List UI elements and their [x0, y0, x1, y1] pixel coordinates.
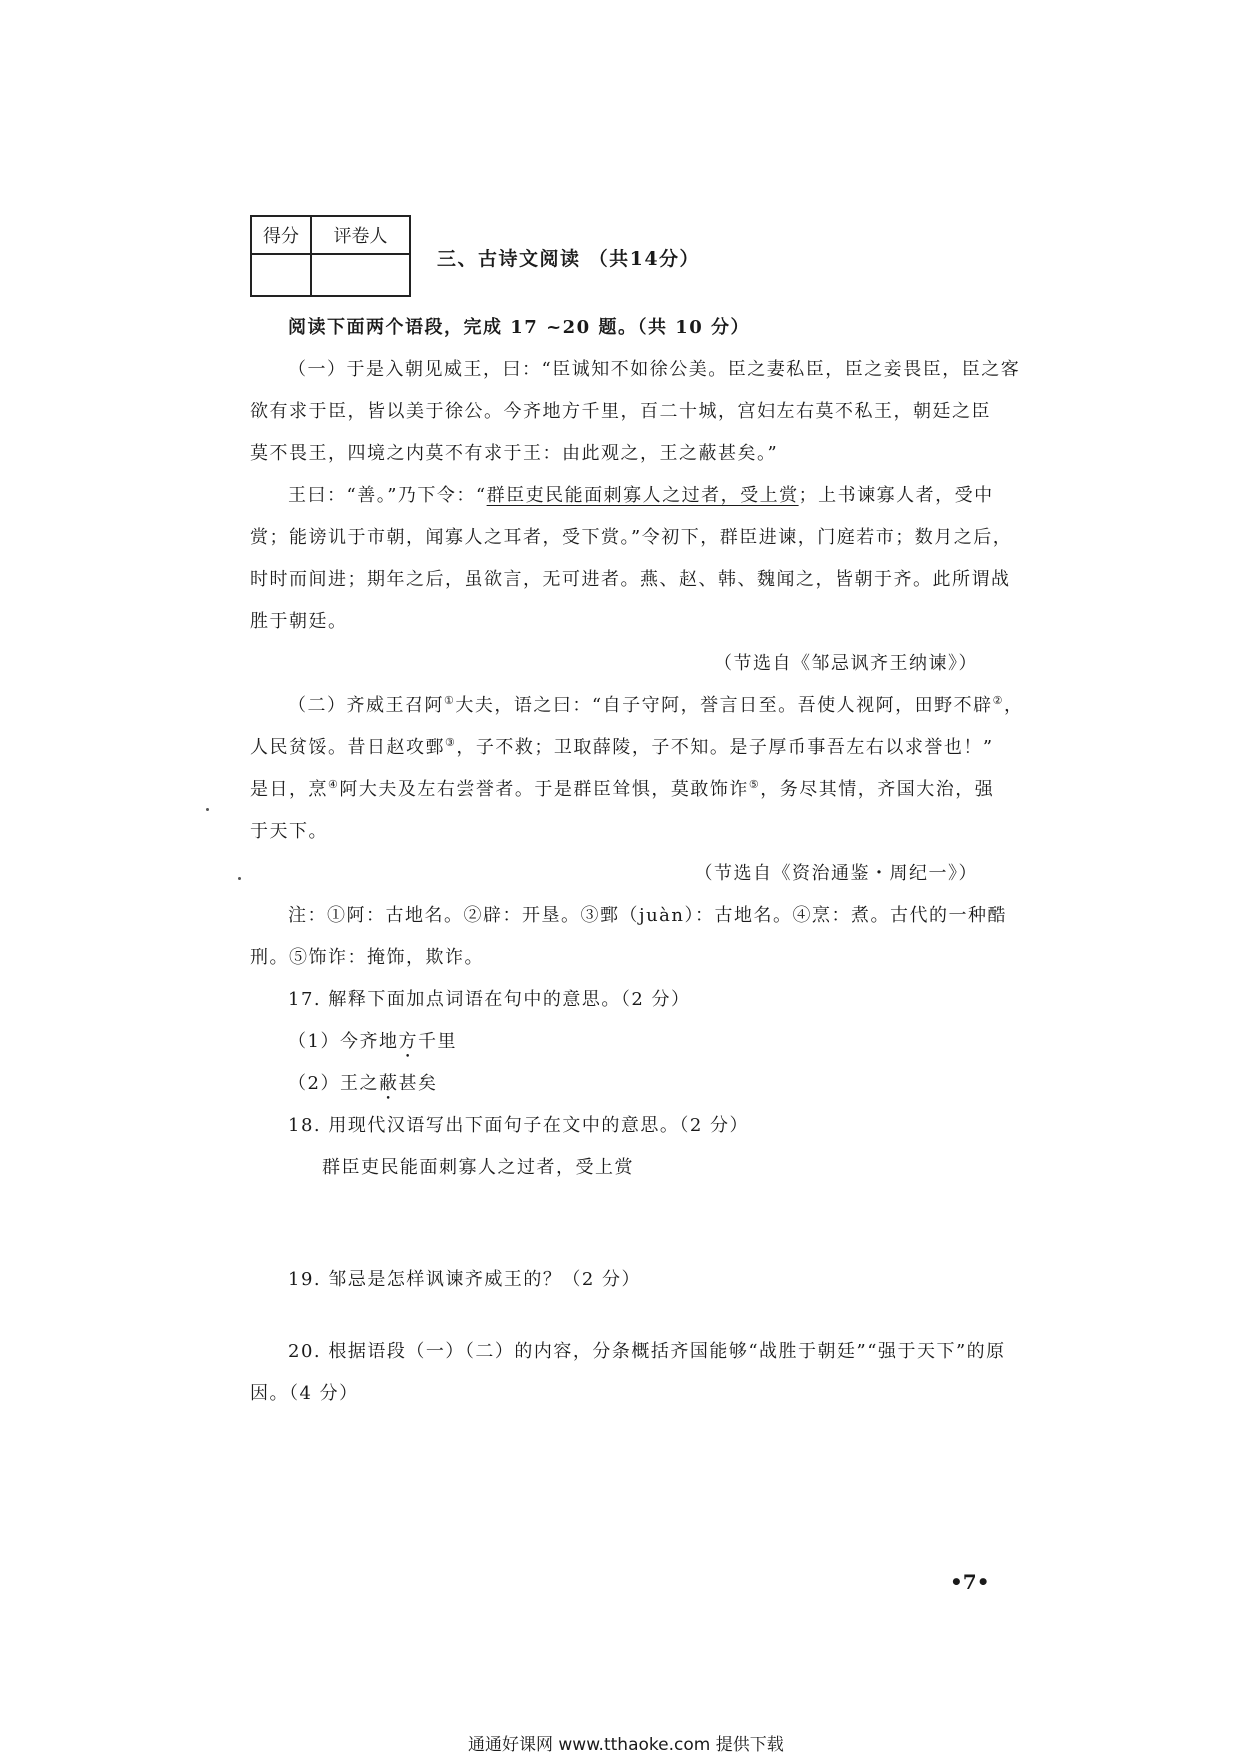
passage1-line7: 胜于朝廷。 [250, 611, 348, 632]
score-label: 得分 [251, 216, 311, 254]
underlined-sentence: 群臣吏民能面刺寡人之过者，受上赏 [486, 485, 799, 506]
q17-item2-end: 甚矣 [398, 1073, 438, 1094]
passage2-line1-c: ， [1003, 695, 1024, 716]
passage2-line4: 于天下。 [250, 821, 328, 842]
question-20-line2: 因。（4 分） [250, 1383, 359, 1404]
passage2-line1-b: 大夫，语之曰：“自子守阿，誉言日至。吾使人视阿，田野不辟 [455, 695, 993, 716]
passage1-line6: 时时而间进；期年之后，虽欲言，无可进者。燕、赵、韩、魏闻之，皆朝于齐。此所谓战 [250, 569, 1011, 590]
passage2-source: （节选自《资治通鉴・周纪一》） [694, 863, 978, 884]
passage1-line2: 欲有求于臣，皆以美于徐公。今齐地方千里，百二十城，宫妇左右莫不私王，朝廷之臣 [250, 401, 991, 422]
notes-line2: 刑。⑤饰诈：掩饰，欺诈。 [250, 947, 484, 968]
scan-speck [238, 877, 241, 880]
question-19: 19. 邹忌是怎样讽谏齐威王的？（2 分） [288, 1269, 642, 1290]
footnote-mark-3: ③ [445, 736, 457, 749]
footnote-mark-1: ① [444, 694, 456, 707]
footer-credit: 通通好课网 www.tthaoke.com 提供下载 [468, 1735, 784, 1755]
question-18: 18. 用现代汉语写出下面句子在文中的意思。（2 分） [288, 1115, 750, 1136]
dotted-word-fang: 方 [398, 1031, 418, 1052]
passage2-line1 [288, 691, 1023, 717]
passage1-line4-end: ；上书谏寡人者，受中 [798, 485, 994, 506]
question-18-sentence: 群臣吏民能面刺寡人之过者，受上赏 [322, 1157, 634, 1178]
grader-cell [311, 254, 410, 296]
score-cell [251, 254, 311, 296]
passage1-line4-start: 王曰：“善。”乃下令：“ [288, 485, 487, 506]
footnote-mark-5: ⑤ [748, 778, 761, 791]
question-17-item2 [288, 1069, 437, 1104]
notes-line1: 注：①阿：古地名。②辟：开垦。③鄄（juàn）：古地名。④烹：煮。古代的一种酷 [288, 905, 1007, 926]
passage2-line2-b: ，子不救；卫取薛陵，子不知。是子厚币事吾左右以求誉也！” [456, 737, 994, 758]
passage2-line3 [250, 775, 994, 801]
passage2-line1-a: （二）齐威王召阿 [288, 695, 444, 716]
passage2-line2 [250, 733, 994, 759]
scan-speck [206, 808, 209, 811]
passage2-line3-a: 是日，烹 [250, 779, 328, 800]
passage2-line3-b: 阿大夫及左右尝誉者。于是群臣耸惧，莫敢饰诈 [339, 779, 749, 800]
passage1-line5: 赏；能谤讥于市朝，闻寡人之耳者，受下赏。”令初下，群臣进谏，门庭若市；数月之后， [250, 527, 1013, 548]
q17-item1-start: （1）今齐地 [288, 1031, 399, 1052]
dotted-word-bi: 蔽 [378, 1073, 399, 1094]
q17-item1-end: 千里 [417, 1031, 457, 1052]
passage1-line3: 莫不畏王，四境之内莫不有求于王：由此观之，王之蔽甚矣。” [250, 443, 779, 464]
footnote-mark-2: ② [992, 694, 1004, 707]
section-title: 三、古诗文阅读 （共14分） [437, 248, 701, 270]
passage2-line3-c: ，务尽其情，齐国大治，强 [760, 779, 995, 800]
grader-label: 评卷人 [311, 216, 410, 254]
footnote-mark-4: ④ [328, 778, 340, 791]
question-17-item1 [288, 1027, 457, 1062]
passage2-line2-a: 人民贫馁。昔日赵攻鄄 [250, 737, 445, 758]
passage1-source: （节选自《邹忌讽齐王纳谏》） [714, 653, 978, 674]
instruction: 阅读下面两个语段，完成 17 ~20 题。（共 10 分） [288, 317, 751, 338]
question-20-line1: 20. 根据语段（一）（二）的内容，分条概括齐国能够“战胜于朝廷”“强于天下”的原 [288, 1341, 1006, 1362]
q17-item2-start: （2）王之 [288, 1073, 379, 1094]
score-table [250, 215, 411, 297]
passage1-line4 [288, 481, 994, 507]
passage1-line1: （一）于是入朝见威王，曰：“臣诚知不如徐公美。臣之妻私臣，臣之妾畏臣，臣之客 [288, 359, 1021, 380]
question-17: 17. 解释下面加点词语在句中的意思。（2 分） [288, 989, 691, 1010]
page-number: •7• [950, 1570, 990, 1594]
